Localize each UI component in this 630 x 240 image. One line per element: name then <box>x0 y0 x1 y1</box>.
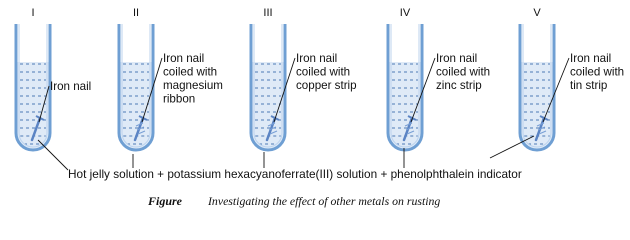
test-tube-1 <box>16 7 91 170</box>
tube-numeral: III <box>263 7 273 19</box>
tube-label-line: tin strip <box>570 79 608 92</box>
tube-label-line: ribbon <box>163 92 196 106</box>
tube-numeral: II <box>132 7 140 19</box>
tube-numeral: V <box>533 7 541 19</box>
caption-text: Investigating the effect of other metals on rusting <box>208 194 441 208</box>
test-tube-3 <box>251 7 357 168</box>
test-tube-4 <box>388 7 490 168</box>
solution-leader <box>38 140 68 170</box>
test-tubes <box>16 7 624 170</box>
tube-label-line: coiled with <box>163 65 218 79</box>
tube-numeral: IV <box>399 7 411 19</box>
test-tube-5 <box>490 7 624 158</box>
tube-label-line: copper strip <box>296 79 357 92</box>
tube-label-line: Iron nail <box>163 52 205 65</box>
tube-label-line: Iron nail <box>296 52 338 65</box>
tube-label-line: coiled with <box>436 65 491 79</box>
tube-label-line: coiled with <box>296 65 351 79</box>
tube-label-line: coiled with <box>570 65 625 79</box>
tube-label-line: Iron nail <box>570 52 612 65</box>
tube-numeral: I <box>31 7 35 19</box>
test-tube-2 <box>119 7 223 168</box>
caption-label: Figure <box>148 194 183 208</box>
tube-label-line: Iron nail <box>50 80 92 93</box>
tube-label-line: zinc strip <box>436 79 482 92</box>
bottom-label: Hot jelly solution + potassium hexacyanoferrate(III) solution + phenolphthalein indicator <box>68 167 522 181</box>
tube-label-line: Iron nail <box>436 52 478 65</box>
tube-label-line: magnesium <box>163 79 223 92</box>
